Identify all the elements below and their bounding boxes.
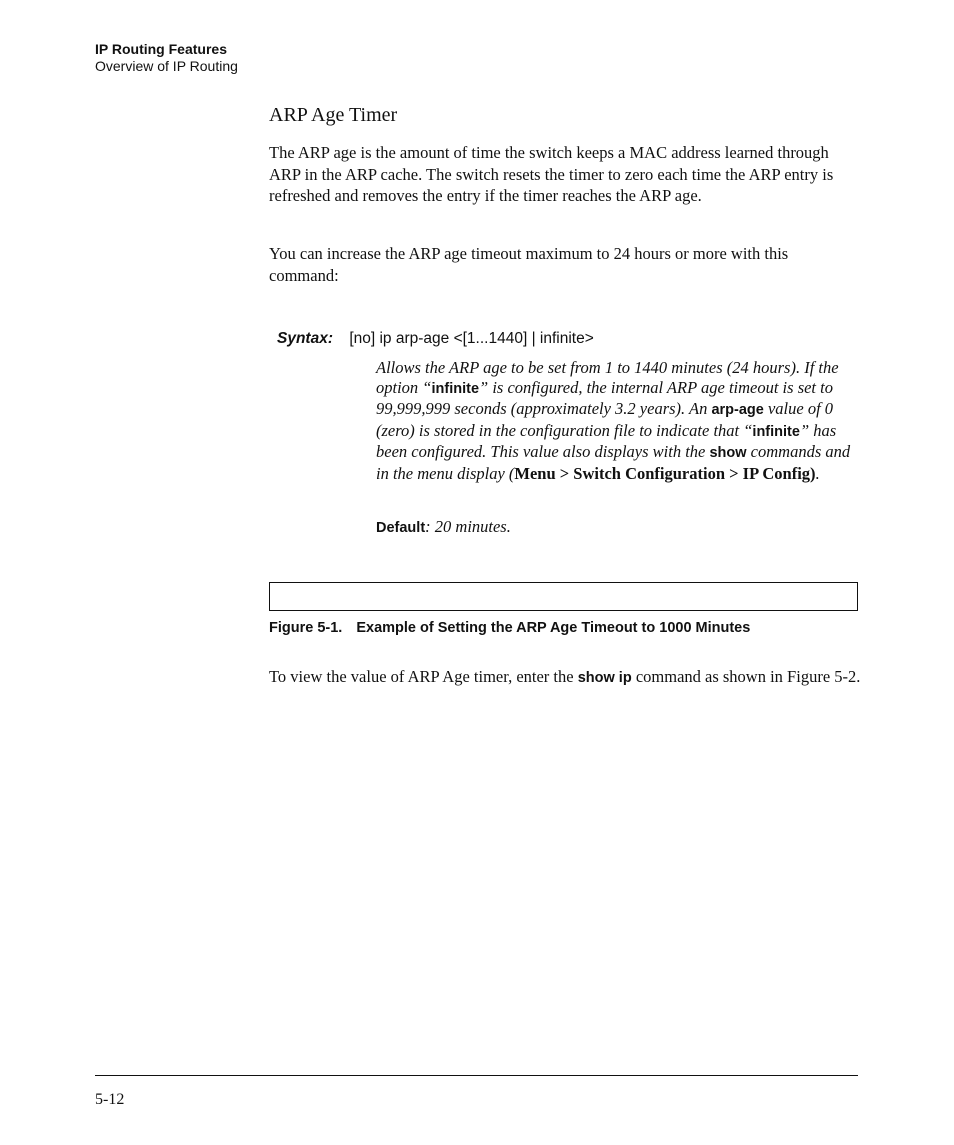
default-value: : 20 minutes. [425, 517, 511, 536]
desc-text: commands and in the menu display ( [376, 442, 851, 483]
syntax-command: [no] ip arp-age <[1...1440] | infinite> [349, 330, 594, 347]
section-heading: ARP Age Timer [269, 104, 398, 126]
para-text: To view the value of ARP Age timer, enter the [269, 667, 578, 686]
keyword-infinite: infinite [752, 423, 800, 440]
paragraph-view-arp-age [269, 666, 861, 690]
syntax-line [277, 329, 594, 349]
desc-text: value of 0 (zero) is stored in the configuration file to indicate that “ [376, 399, 834, 440]
desc-text: Allows the ARP age to be set from 1 to 1440 minutes (24 hours). If the option “ [376, 358, 839, 397]
footer-rule [95, 1075, 858, 1076]
syntax-label: Syntax: [277, 330, 333, 347]
keyword-arp-age: arp-age [711, 402, 764, 418]
paragraph-increase-timeout: You can increase the ARP age timeout maximum to 24 hours or more with this command: [269, 244, 789, 285]
keyword-show: show [709, 445, 747, 461]
section-title: Overview of IP Routing [95, 58, 238, 74]
para-text: command as shown in Figure 5-2. [631, 667, 861, 686]
command-show-ip: show ip [577, 670, 632, 686]
menu-path: Menu > Switch Configuration > IP Config) [514, 463, 816, 483]
default-label: Default [376, 520, 426, 536]
desc-text: ” has been configured. This value also displays with the [376, 420, 837, 461]
running-header [95, 41, 238, 75]
figure-number: Figure 5-1. [269, 620, 343, 636]
syntax-description [376, 358, 860, 483]
keyword-infinite: infinite [431, 380, 480, 397]
figure-caption [269, 619, 750, 637]
desc-text: . [815, 463, 820, 483]
page-number: 5-12 [95, 1091, 125, 1108]
paragraph-arp-age-definition: The ARP age is the amount of time the switch keeps a MAC address learned through ARP in the ARP cache. The switch resets the timer to zero each time the ARP entry is refreshed and removes the entry if the timer reaches the ARP age. [269, 143, 834, 205]
figure-placeholder-box [269, 582, 858, 611]
default-line [376, 517, 511, 538]
desc-text: ” is configured, the internal ARP age timeout is set to 99,999,999 seconds (approximately 3.2 years). An [376, 377, 833, 418]
chapter-title: IP Routing Features [95, 41, 227, 57]
figure-caption-text: Example of Setting the ARP Age Timeout to 1000 Minutes [356, 620, 751, 636]
